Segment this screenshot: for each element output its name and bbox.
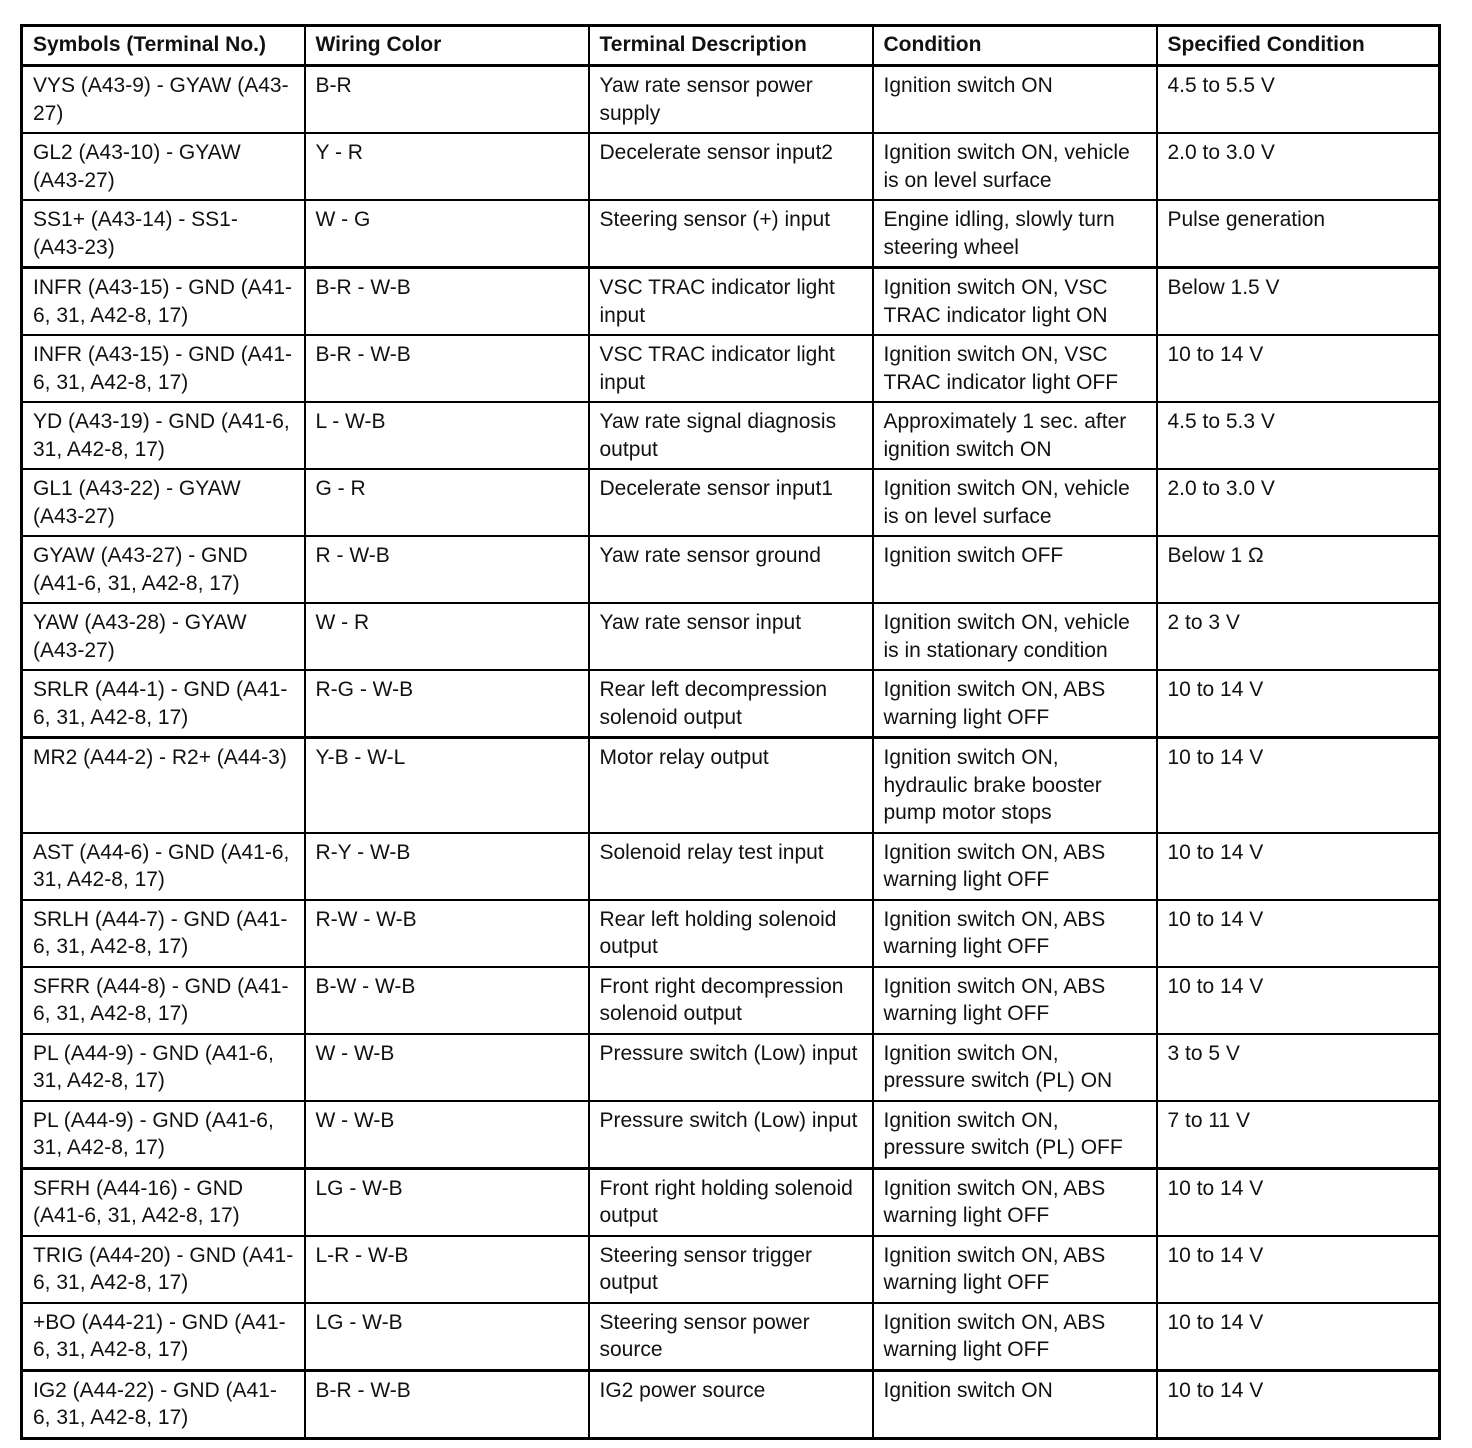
cell-specified-condition: Below 1.5 V bbox=[1157, 268, 1440, 336]
table-row bbox=[22, 603, 1440, 670]
cell-wiring-color: W - G bbox=[305, 200, 589, 268]
cell-symbols: SS1+ (A43-14) - SS1- (A43-23) bbox=[22, 200, 305, 268]
cell-description: IG2 power source bbox=[589, 1370, 873, 1438]
table-row bbox=[22, 1168, 1440, 1236]
header-symbols: Symbols (Terminal No.) bbox=[22, 26, 305, 66]
table-row bbox=[22, 66, 1440, 134]
cell-condition: Ignition switch ON, ABS warning light OFF bbox=[873, 1303, 1157, 1371]
cell-symbols: SFRR (A44-8) - GND (A41-6, 31, A42-8, 17) bbox=[22, 967, 305, 1034]
table-row bbox=[22, 670, 1440, 738]
cell-symbols: SFRH (A44-16) - GND (A41-6, 31, A42-8, 17) bbox=[22, 1168, 305, 1236]
cell-condition: Ignition switch ON, hydraulic brake booster pump motor stops bbox=[873, 738, 1157, 833]
cell-wiring-color: W - W-B bbox=[305, 1034, 589, 1101]
cell-wiring-color: G - R bbox=[305, 469, 589, 536]
cell-symbols: IG2 (A44-22) - GND (A41-6, 31, A42-8, 17) bbox=[22, 1370, 305, 1438]
cell-condition: Approximately 1 sec. after ignition switch ON bbox=[873, 402, 1157, 469]
header-condition: Condition bbox=[873, 26, 1157, 66]
cell-condition: Ignition switch ON, pressure switch (PL) OFF bbox=[873, 1101, 1157, 1169]
header-terminal-description: Terminal Description bbox=[589, 26, 873, 66]
cell-description: Pressure switch (Low) input bbox=[589, 1034, 873, 1101]
table-row bbox=[22, 900, 1440, 967]
cell-description: Steering sensor (+) input bbox=[589, 200, 873, 268]
cell-wiring-color: B-R - W-B bbox=[305, 1370, 589, 1438]
cell-description: Front right holding solenoid output bbox=[589, 1168, 873, 1236]
cell-wiring-color: R - W-B bbox=[305, 536, 589, 603]
cell-wiring-color: L-R - W-B bbox=[305, 1236, 589, 1303]
cell-description: Steering sensor power source bbox=[589, 1303, 873, 1371]
cell-description: Motor relay output bbox=[589, 738, 873, 833]
cell-symbols: AST (A44-6) - GND (A41-6, 31, A42-8, 17) bbox=[22, 833, 305, 900]
cell-specified-condition: 10 to 14 V bbox=[1157, 1303, 1440, 1371]
cell-wiring-color: W - R bbox=[305, 603, 589, 670]
cell-description: Rear left decompression solenoid output bbox=[589, 670, 873, 738]
cell-description: Yaw rate sensor input bbox=[589, 603, 873, 670]
cell-wiring-color: B-R - W-B bbox=[305, 268, 589, 336]
cell-specified-condition: Below 1 Ω bbox=[1157, 536, 1440, 603]
cell-specified-condition: 10 to 14 V bbox=[1157, 738, 1440, 833]
cell-symbols: VYS (A43-9) - GYAW (A43-27) bbox=[22, 66, 305, 134]
cell-specified-condition: 10 to 14 V bbox=[1157, 900, 1440, 967]
cell-specified-condition: 10 to 14 V bbox=[1157, 1370, 1440, 1438]
cell-specified-condition: 3 to 5 V bbox=[1157, 1034, 1440, 1101]
table-row bbox=[22, 133, 1440, 200]
cell-description: Steering sensor trigger output bbox=[589, 1236, 873, 1303]
cell-wiring-color: R-W - W-B bbox=[305, 900, 589, 967]
cell-symbols: GYAW (A43-27) - GND (A41-6, 31, A42-8, 17) bbox=[22, 536, 305, 603]
cell-description: VSC TRAC indicator light input bbox=[589, 268, 873, 336]
cell-symbols: GL2 (A43-10) - GYAW (A43-27) bbox=[22, 133, 305, 200]
cell-wiring-color: Y - R bbox=[305, 133, 589, 200]
table-row bbox=[22, 200, 1440, 268]
cell-wiring-color: L - W-B bbox=[305, 402, 589, 469]
cell-symbols: SRLR (A44-1) - GND (A41-6, 31, A42-8, 17) bbox=[22, 670, 305, 738]
cell-symbols: YD (A43-19) - GND (A41-6, 31, A42-8, 17) bbox=[22, 402, 305, 469]
cell-description: Solenoid relay test input bbox=[589, 833, 873, 900]
cell-condition: Ignition switch ON bbox=[873, 1370, 1157, 1438]
cell-specified-condition: Pulse generation bbox=[1157, 200, 1440, 268]
cell-wiring-color: LG - W-B bbox=[305, 1168, 589, 1236]
cell-description: Decelerate sensor input1 bbox=[589, 469, 873, 536]
table-row bbox=[22, 536, 1440, 603]
cell-condition: Ignition switch ON bbox=[873, 66, 1157, 134]
cell-condition: Ignition switch ON, ABS warning light OFF bbox=[873, 900, 1157, 967]
table-row bbox=[22, 1101, 1440, 1169]
cell-specified-condition: 10 to 14 V bbox=[1157, 1168, 1440, 1236]
cell-wiring-color: R-G - W-B bbox=[305, 670, 589, 738]
header-row bbox=[22, 26, 1440, 66]
cell-symbols: YAW (A43-28) - GYAW (A43-27) bbox=[22, 603, 305, 670]
cell-wiring-color: B-R - W-B bbox=[305, 335, 589, 402]
cell-specified-condition: 10 to 14 V bbox=[1157, 1236, 1440, 1303]
cell-description: Front right decompression solenoid output bbox=[589, 967, 873, 1034]
cell-symbols: PL (A44-9) - GND (A41-6, 31, A42-8, 17) bbox=[22, 1101, 305, 1169]
table-row bbox=[22, 335, 1440, 402]
cell-symbols: INFR (A43-15) - GND (A41-6, 31, A42-8, 17) bbox=[22, 335, 305, 402]
cell-wiring-color: R-Y - W-B bbox=[305, 833, 589, 900]
cell-condition: Ignition switch ON, ABS warning light OFF bbox=[873, 670, 1157, 738]
cell-specified-condition: 2 to 3 V bbox=[1157, 603, 1440, 670]
table-row bbox=[22, 1303, 1440, 1371]
cell-symbols: PL (A44-9) - GND (A41-6, 31, A42-8, 17) bbox=[22, 1034, 305, 1101]
cell-condition: Ignition switch ON, vehicle is in stationary condition bbox=[873, 603, 1157, 670]
cell-description: Rear left holding solenoid output bbox=[589, 900, 873, 967]
terminal-table bbox=[20, 24, 1441, 1440]
cell-symbols: MR2 (A44-2) - R2+ (A44-3) bbox=[22, 738, 305, 833]
cell-specified-condition: 10 to 14 V bbox=[1157, 670, 1440, 738]
table-row bbox=[22, 833, 1440, 900]
cell-condition: Ignition switch ON, ABS warning light OFF bbox=[873, 1236, 1157, 1303]
header-wiring-color: Wiring Color bbox=[305, 26, 589, 66]
cell-specified-condition: 4.5 to 5.3 V bbox=[1157, 402, 1440, 469]
cell-condition: Ignition switch ON, VSC TRAC indicator light ON bbox=[873, 268, 1157, 336]
cell-condition: Ignition switch ON, vehicle is on level surface bbox=[873, 133, 1157, 200]
cell-condition: Ignition switch ON, vehicle is on level surface bbox=[873, 469, 1157, 536]
cell-description: VSC TRAC indicator light input bbox=[589, 335, 873, 402]
table-row bbox=[22, 1236, 1440, 1303]
cell-description: Pressure switch (Low) input bbox=[589, 1101, 873, 1169]
cell-symbols: +BO (A44-21) - GND (A41-6, 31, A42-8, 17) bbox=[22, 1303, 305, 1371]
cell-wiring-color: B-W - W-B bbox=[305, 967, 589, 1034]
cell-description: Yaw rate sensor ground bbox=[589, 536, 873, 603]
cell-symbols: SRLH (A44-7) - GND (A41-6, 31, A42-8, 17) bbox=[22, 900, 305, 967]
table-row bbox=[22, 967, 1440, 1034]
cell-specified-condition: 2.0 to 3.0 V bbox=[1157, 133, 1440, 200]
cell-specified-condition: 10 to 14 V bbox=[1157, 967, 1440, 1034]
table-row bbox=[22, 1034, 1440, 1101]
cell-wiring-color: B-R bbox=[305, 66, 589, 134]
cell-specified-condition: 10 to 14 V bbox=[1157, 335, 1440, 402]
cell-symbols: INFR (A43-15) - GND (A41-6, 31, A42-8, 17) bbox=[22, 268, 305, 336]
cell-wiring-color: LG - W-B bbox=[305, 1303, 589, 1371]
table-row bbox=[22, 738, 1440, 833]
table-row bbox=[22, 402, 1440, 469]
cell-condition: Ignition switch OFF bbox=[873, 536, 1157, 603]
cell-specified-condition: 4.5 to 5.5 V bbox=[1157, 66, 1440, 134]
table-row bbox=[22, 469, 1440, 536]
cell-symbols: TRIG (A44-20) - GND (A41-6, 31, A42-8, 17) bbox=[22, 1236, 305, 1303]
cell-condition: Engine idling, slowly turn steering wheel bbox=[873, 200, 1157, 268]
header-specified-condition: Specified Condition bbox=[1157, 26, 1440, 66]
cell-condition: Ignition switch ON, ABS warning light OFF bbox=[873, 1168, 1157, 1236]
cell-specified-condition: 10 to 14 V bbox=[1157, 833, 1440, 900]
cell-condition: Ignition switch ON, ABS warning light OFF bbox=[873, 833, 1157, 900]
cell-specified-condition: 2.0 to 3.0 V bbox=[1157, 469, 1440, 536]
cell-description: Decelerate sensor input2 bbox=[589, 133, 873, 200]
table-row bbox=[22, 268, 1440, 336]
cell-description: Yaw rate signal diagnosis output bbox=[589, 402, 873, 469]
cell-condition: Ignition switch ON, VSC TRAC indicator light OFF bbox=[873, 335, 1157, 402]
cell-condition: Ignition switch ON, ABS warning light OFF bbox=[873, 967, 1157, 1034]
table-row bbox=[22, 1370, 1440, 1438]
cell-condition: Ignition switch ON, pressure switch (PL) ON bbox=[873, 1034, 1157, 1101]
cell-wiring-color: W - W-B bbox=[305, 1101, 589, 1169]
cell-specified-condition: 7 to 11 V bbox=[1157, 1101, 1440, 1169]
cell-wiring-color: Y-B - W-L bbox=[305, 738, 589, 833]
cell-description: Yaw rate sensor power supply bbox=[589, 66, 873, 134]
cell-symbols: GL1 (A43-22) - GYAW (A43-27) bbox=[22, 469, 305, 536]
